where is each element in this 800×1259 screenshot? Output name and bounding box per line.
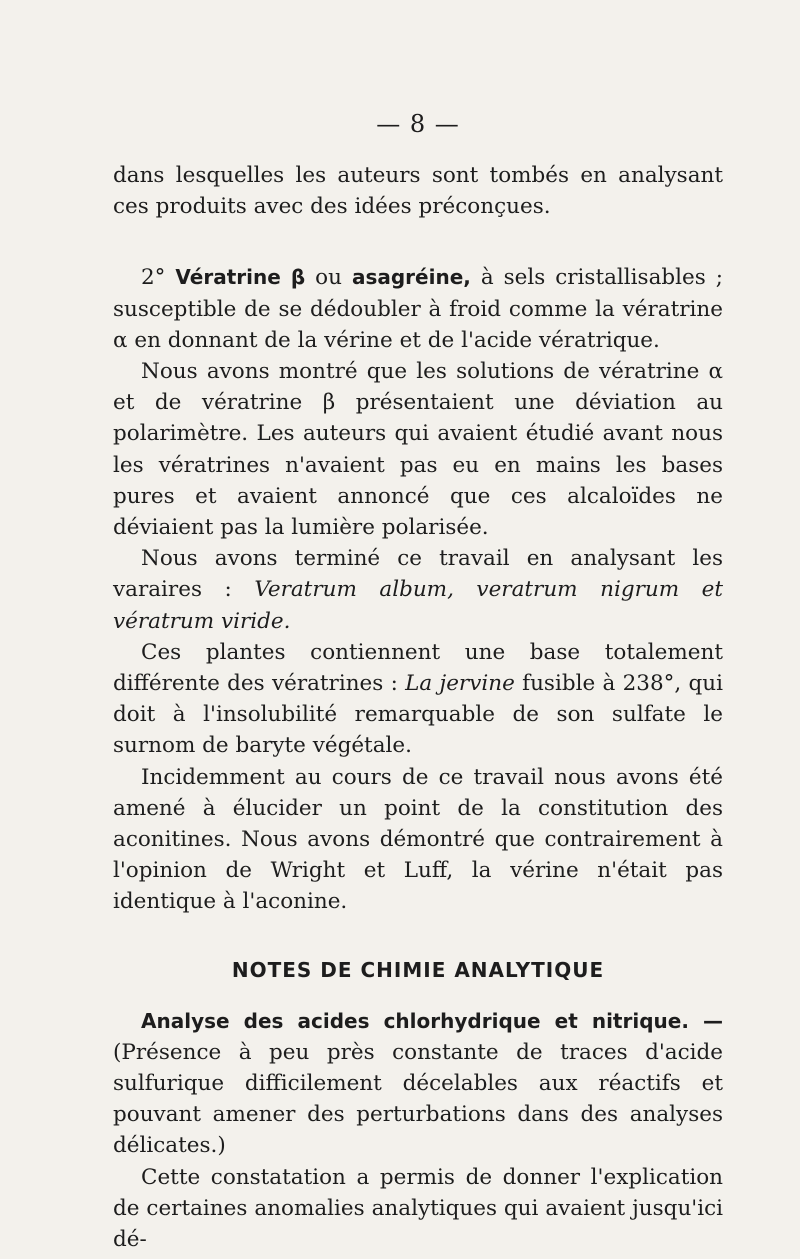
paragraph-text: fusible à 238°, qui doit à l'insolubilité remarquable de son sulfate le surnom de baryte végétale. (113, 671, 723, 759)
paragraph-4 (113, 543, 723, 637)
paragraph-1: dans lesquelles les auteurs sont tombés en analysant ces produits avec des idées préconçues. (113, 163, 723, 220)
list-number: 2° (141, 265, 176, 291)
paragraph-text: Ces plantes contiennent une base totalement différente des vératrines : (113, 639, 723, 697)
paragraph-text: (Présence à peu près constante de traces d'acide sulfurique difficilement décelables aux réactifs et pouvant amener des perturbations dans des analyses délicates.) (113, 1039, 723, 1159)
paragraph-last: Cette constatation a permis de donner l'explication de certaines anomalies analytiques qui avaient jusqu'ici dé- (113, 1164, 723, 1253)
jervine-term: La jervine (405, 671, 515, 697)
page-content (113, 110, 723, 1255)
connector-text: ou (305, 265, 352, 291)
spacer (113, 918, 723, 958)
section-subheading: Analyse des acides chlorhydrique et nitrique. — (141, 1008, 723, 1033)
paragraph-veratrine-beta (113, 262, 723, 356)
section-title: NOTES DE CHIMIE ANALYTIQUE (231, 957, 605, 982)
paragraph-5 (113, 637, 723, 762)
paragraph-6: Incidemment au cours de ce travail nous avons été amené à élucider un point de la constitution des aconitines. Nous avons démontré que contrairement à l'opinion de Wright et Luff, la vérine n'était pas identique à l'aconine. (113, 764, 723, 915)
spacer (113, 222, 723, 262)
paragraph-text: à sels cristallisables ; susceptible de se dédoubler à froid comme la vératrine α en donnant de la vérine et de l'acide vératrique. (113, 265, 724, 353)
paragraph-3: Nous avons montré que les solutions de vératrine α et de vératrine β présentaient une déviation au polarimètre. Les auteurs qui avaient étudié avant nous les vératrines n'avaient pas eu en mains les bases pures et avaient annoncé que ces alcaloïdes ne déviaient pas la lumière polarisée. (113, 359, 723, 541)
page-number: — 8 — (376, 110, 460, 138)
section-subheading-paragraph (113, 1006, 723, 1162)
plant-names: Veratrum album, veratrum nigrum et vératrum viride. (113, 577, 723, 634)
paragraph-text: Nous avons terminé ce travail en analysant les varaires : (113, 546, 723, 603)
term-asagreine: asagréine, (351, 265, 471, 290)
term-veratrine-beta: Vératrine β (175, 265, 306, 290)
